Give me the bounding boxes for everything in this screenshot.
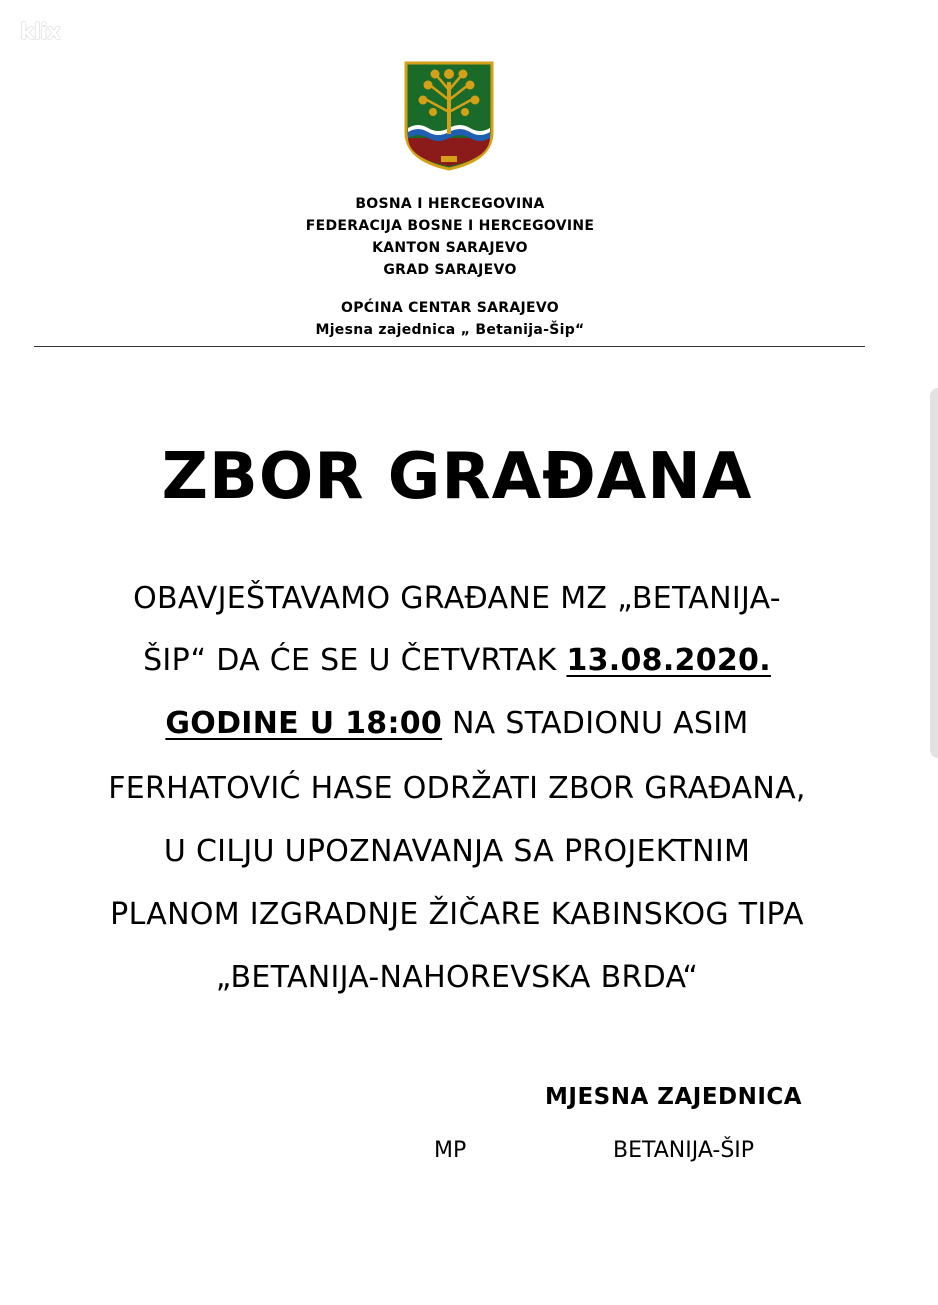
- body-line-7: „BETANIJA-NAHOREVSKA BRDA“: [215, 960, 699, 995]
- body-line-4: FERHATOVIĆ HASE ODRŽATI ZBOR GRAĐANA,: [108, 771, 806, 806]
- body-line-1: OBAVJEŠTAVAMO GRAĐANE MZ „BETANIJA-: [133, 581, 781, 616]
- header-country: BOSNA I HERCEGOVINA: [355, 196, 545, 212]
- header-canton: KANTON SARAJEVO: [372, 240, 528, 256]
- header-divider: [34, 346, 865, 347]
- meeting-time: GODINE U 18:00: [165, 706, 443, 741]
- body-line-2-text: ŠIP“ DA ĆE SE U ČETVRTAK: [143, 643, 567, 678]
- scrollbar[interactable]: [930, 388, 938, 758]
- body-line-6: PLANOM IZGRADNJE ŽIČARE KABINSKOG TIPA: [110, 897, 804, 932]
- header-federation: FEDERACIJA BOSNE I HERCEGOVINE: [305, 218, 595, 234]
- signature-stamp-placeholder: MP: [434, 1138, 467, 1163]
- klix-watermark: klix: [20, 20, 60, 45]
- header-city: GRAD SARAJEVO: [383, 262, 517, 278]
- signature-organization: MJESNA ZAJEDNICA: [545, 1084, 803, 1110]
- body-line-3: [0, 706, 914, 741]
- meeting-date: 13.08.2020.: [566, 643, 771, 678]
- notice-title: ZBOR GRAĐANA: [161, 440, 753, 514]
- header-local-community: Mjesna zajednica „ Betanija-Šip“: [315, 322, 585, 338]
- body-line-3-text: NA STADIONU ASIM: [442, 706, 749, 741]
- coat-of-arms-icon: [403, 60, 495, 172]
- signature-name: BETANIJA-ŠIP: [613, 1138, 755, 1163]
- body-line-5: U CILJU UPOZNAVANJA SA PROJEKTNIM: [163, 834, 751, 869]
- body-line-2: [0, 643, 914, 678]
- header-municipality: OPĆINA CENTAR SARAJEVO: [341, 300, 559, 316]
